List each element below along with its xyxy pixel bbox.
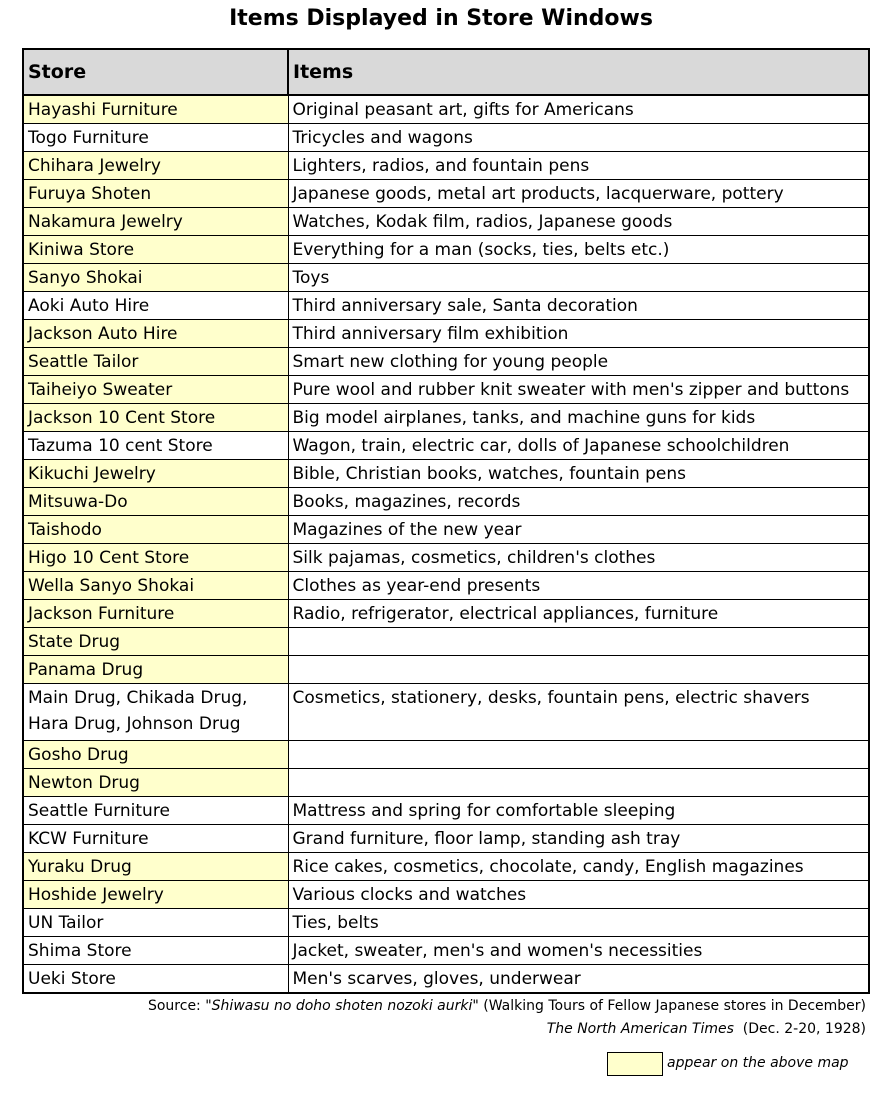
store-name-cell: Aoki Auto Hire (23, 292, 288, 320)
table-row (23, 937, 869, 965)
store-name-cell: Hoshide Jewelry (23, 881, 288, 909)
store-name-cell: Sanyo Shokai (23, 264, 288, 292)
table-row (23, 432, 869, 460)
store-name-cell: Nakamura Jewelry (23, 208, 288, 236)
items-cell: Third anniversary sale, Santa decoration (288, 292, 869, 320)
table-row (23, 544, 869, 572)
store-name-cell: Wella Sanyo Shokai (23, 572, 288, 600)
legend-label: appear on the above map (667, 1055, 849, 1071)
items-cell: Japanese goods, metal art products, lacquerware, pottery (288, 180, 869, 208)
table-row (23, 152, 869, 180)
items-cell: Toys (288, 264, 869, 292)
items-cell: Books, magazines, records (288, 488, 869, 516)
table-header-row (23, 49, 869, 95)
store-name-cell: Higo 10 Cent Store (23, 544, 288, 572)
page-title: Items Displayed in Store Windows (229, 6, 653, 31)
store-name-cell: KCW Furniture (23, 825, 288, 853)
table-row (23, 516, 869, 544)
items-cell: Everything for a man (socks, ties, belts etc.) (288, 236, 869, 264)
table-row (23, 236, 869, 264)
table-row (23, 264, 869, 292)
legend-swatch (607, 1052, 663, 1076)
store-name-cell: State Drug (23, 628, 288, 656)
table-row (23, 656, 869, 684)
items-cell: Grand furniture, floor lamp, standing ash tray (288, 825, 869, 853)
store-name-cell: Panama Drug (23, 656, 288, 684)
table-row (23, 909, 869, 937)
items-cell: Watches, Kodak film, radios, Japanese goods (288, 208, 869, 236)
source-suffix: " (Walking Tours of Fellow Japanese stores in December) (472, 998, 866, 1014)
store-name-cell: Main Drug, Chikada Drug, Hara Drug, Johnson Drug (23, 684, 288, 741)
store-name-cell: Jackson 10 Cent Store (23, 404, 288, 432)
items-cell: Jacket, sweater, men's and women's necessities (288, 937, 869, 965)
items-cell: Ties, belts (288, 909, 869, 937)
store-name-cell: Taishodo (23, 516, 288, 544)
store-name-cell: Kiniwa Store (23, 236, 288, 264)
items-cell: Clothes as year-end presents (288, 572, 869, 600)
items-cell: Third anniversary film exhibition (288, 320, 869, 348)
items-cell: Cosmetics, stationery, desks, fountain pens, electric shavers (288, 684, 869, 741)
source-prefix: Source: " (147, 998, 212, 1014)
store-name-cell: Seattle Furniture (23, 797, 288, 825)
source-publication (547, 1021, 866, 1037)
store-items-table (22, 48, 870, 994)
table-row (23, 292, 869, 320)
items-cell: Silk pajamas, cosmetics, children's clothes (288, 544, 869, 572)
items-cell: Radio, refrigerator, electrical appliances, furniture (288, 600, 869, 628)
store-name-cell: Chihara Jewelry (23, 152, 288, 180)
store-name-cell: Taiheiyo Sweater (23, 376, 288, 404)
source-citation (148, 998, 866, 1014)
store-name-cell: Jackson Furniture (23, 600, 288, 628)
items-cell: Big model airplanes, tanks, and machine guns for kids (288, 404, 869, 432)
items-cell: Magazines of the new year (288, 516, 869, 544)
items-cell: Lighters, radios, and fountain pens (288, 152, 869, 180)
store-name-cell: UN Tailor (23, 909, 288, 937)
store-name-cell: Gosho Drug (23, 741, 288, 769)
store-name-cell: Newton Drug (23, 769, 288, 797)
store-name-cell: Seattle Tailor (23, 348, 288, 376)
store-name-cell: Jackson Auto Hire (23, 320, 288, 348)
table-row (23, 488, 869, 516)
items-cell (288, 741, 869, 769)
store-name-cell: Togo Furniture (23, 124, 288, 152)
table-row (23, 881, 869, 909)
items-cell (288, 769, 869, 797)
store-name-cell: Shima Store (23, 937, 288, 965)
publication-date: (Dec. 2-20, 1928) (742, 1021, 866, 1037)
publication-name: The North American Times (546, 1021, 734, 1037)
table-row (23, 600, 869, 628)
store-name-cell: Tazuma 10 cent Store (23, 432, 288, 460)
column-header-items: Items (288, 49, 869, 95)
table-row (23, 376, 869, 404)
table-row (23, 95, 869, 124)
items-cell: Pure wool and rubber knit sweater with men's zipper and buttons (288, 376, 869, 404)
table-row (23, 348, 869, 376)
table-row (23, 208, 869, 236)
store-name-cell: Ueki Store (23, 965, 288, 994)
store-name-cell: Yuraku Drug (23, 853, 288, 881)
table-row (23, 853, 869, 881)
items-cell: Wagon, train, electric car, dolls of Japanese schoolchildren (288, 432, 869, 460)
table-row (23, 460, 869, 488)
table-row (23, 628, 869, 656)
items-cell: Bible, Christian books, watches, fountain pens (288, 460, 869, 488)
store-name-cell: Furuya Shoten (23, 180, 288, 208)
table-row (23, 684, 869, 741)
table-row (23, 965, 869, 994)
items-cell: Mattress and spring for comfortable sleeping (288, 797, 869, 825)
column-header-store: Store (23, 49, 288, 95)
items-cell: Tricycles and wagons (288, 124, 869, 152)
table-row (23, 741, 869, 769)
items-cell (288, 628, 869, 656)
table-body (23, 95, 869, 993)
table-row (23, 124, 869, 152)
store-name-cell: Hayashi Furniture (23, 95, 288, 124)
table-row (23, 320, 869, 348)
items-cell: Original peasant art, gifts for Americans (288, 95, 869, 124)
table-row (23, 797, 869, 825)
table-row (23, 180, 869, 208)
source-title: Shiwasu no doho shoten nozoki aurki (211, 998, 473, 1014)
table-row (23, 404, 869, 432)
items-cell: Men's scarves, gloves, underwear (288, 965, 869, 994)
store-name-cell: Mitsuwa-Do (23, 488, 288, 516)
items-cell (288, 656, 869, 684)
store-name-cell: Kikuchi Jewelry (23, 460, 288, 488)
items-cell: Rice cakes, cosmetics, chocolate, candy, English magazines (288, 853, 869, 881)
table-row (23, 769, 869, 797)
items-cell: Various clocks and watches (288, 881, 869, 909)
items-cell: Smart new clothing for young people (288, 348, 869, 376)
table-row (23, 572, 869, 600)
table-row (23, 825, 869, 853)
